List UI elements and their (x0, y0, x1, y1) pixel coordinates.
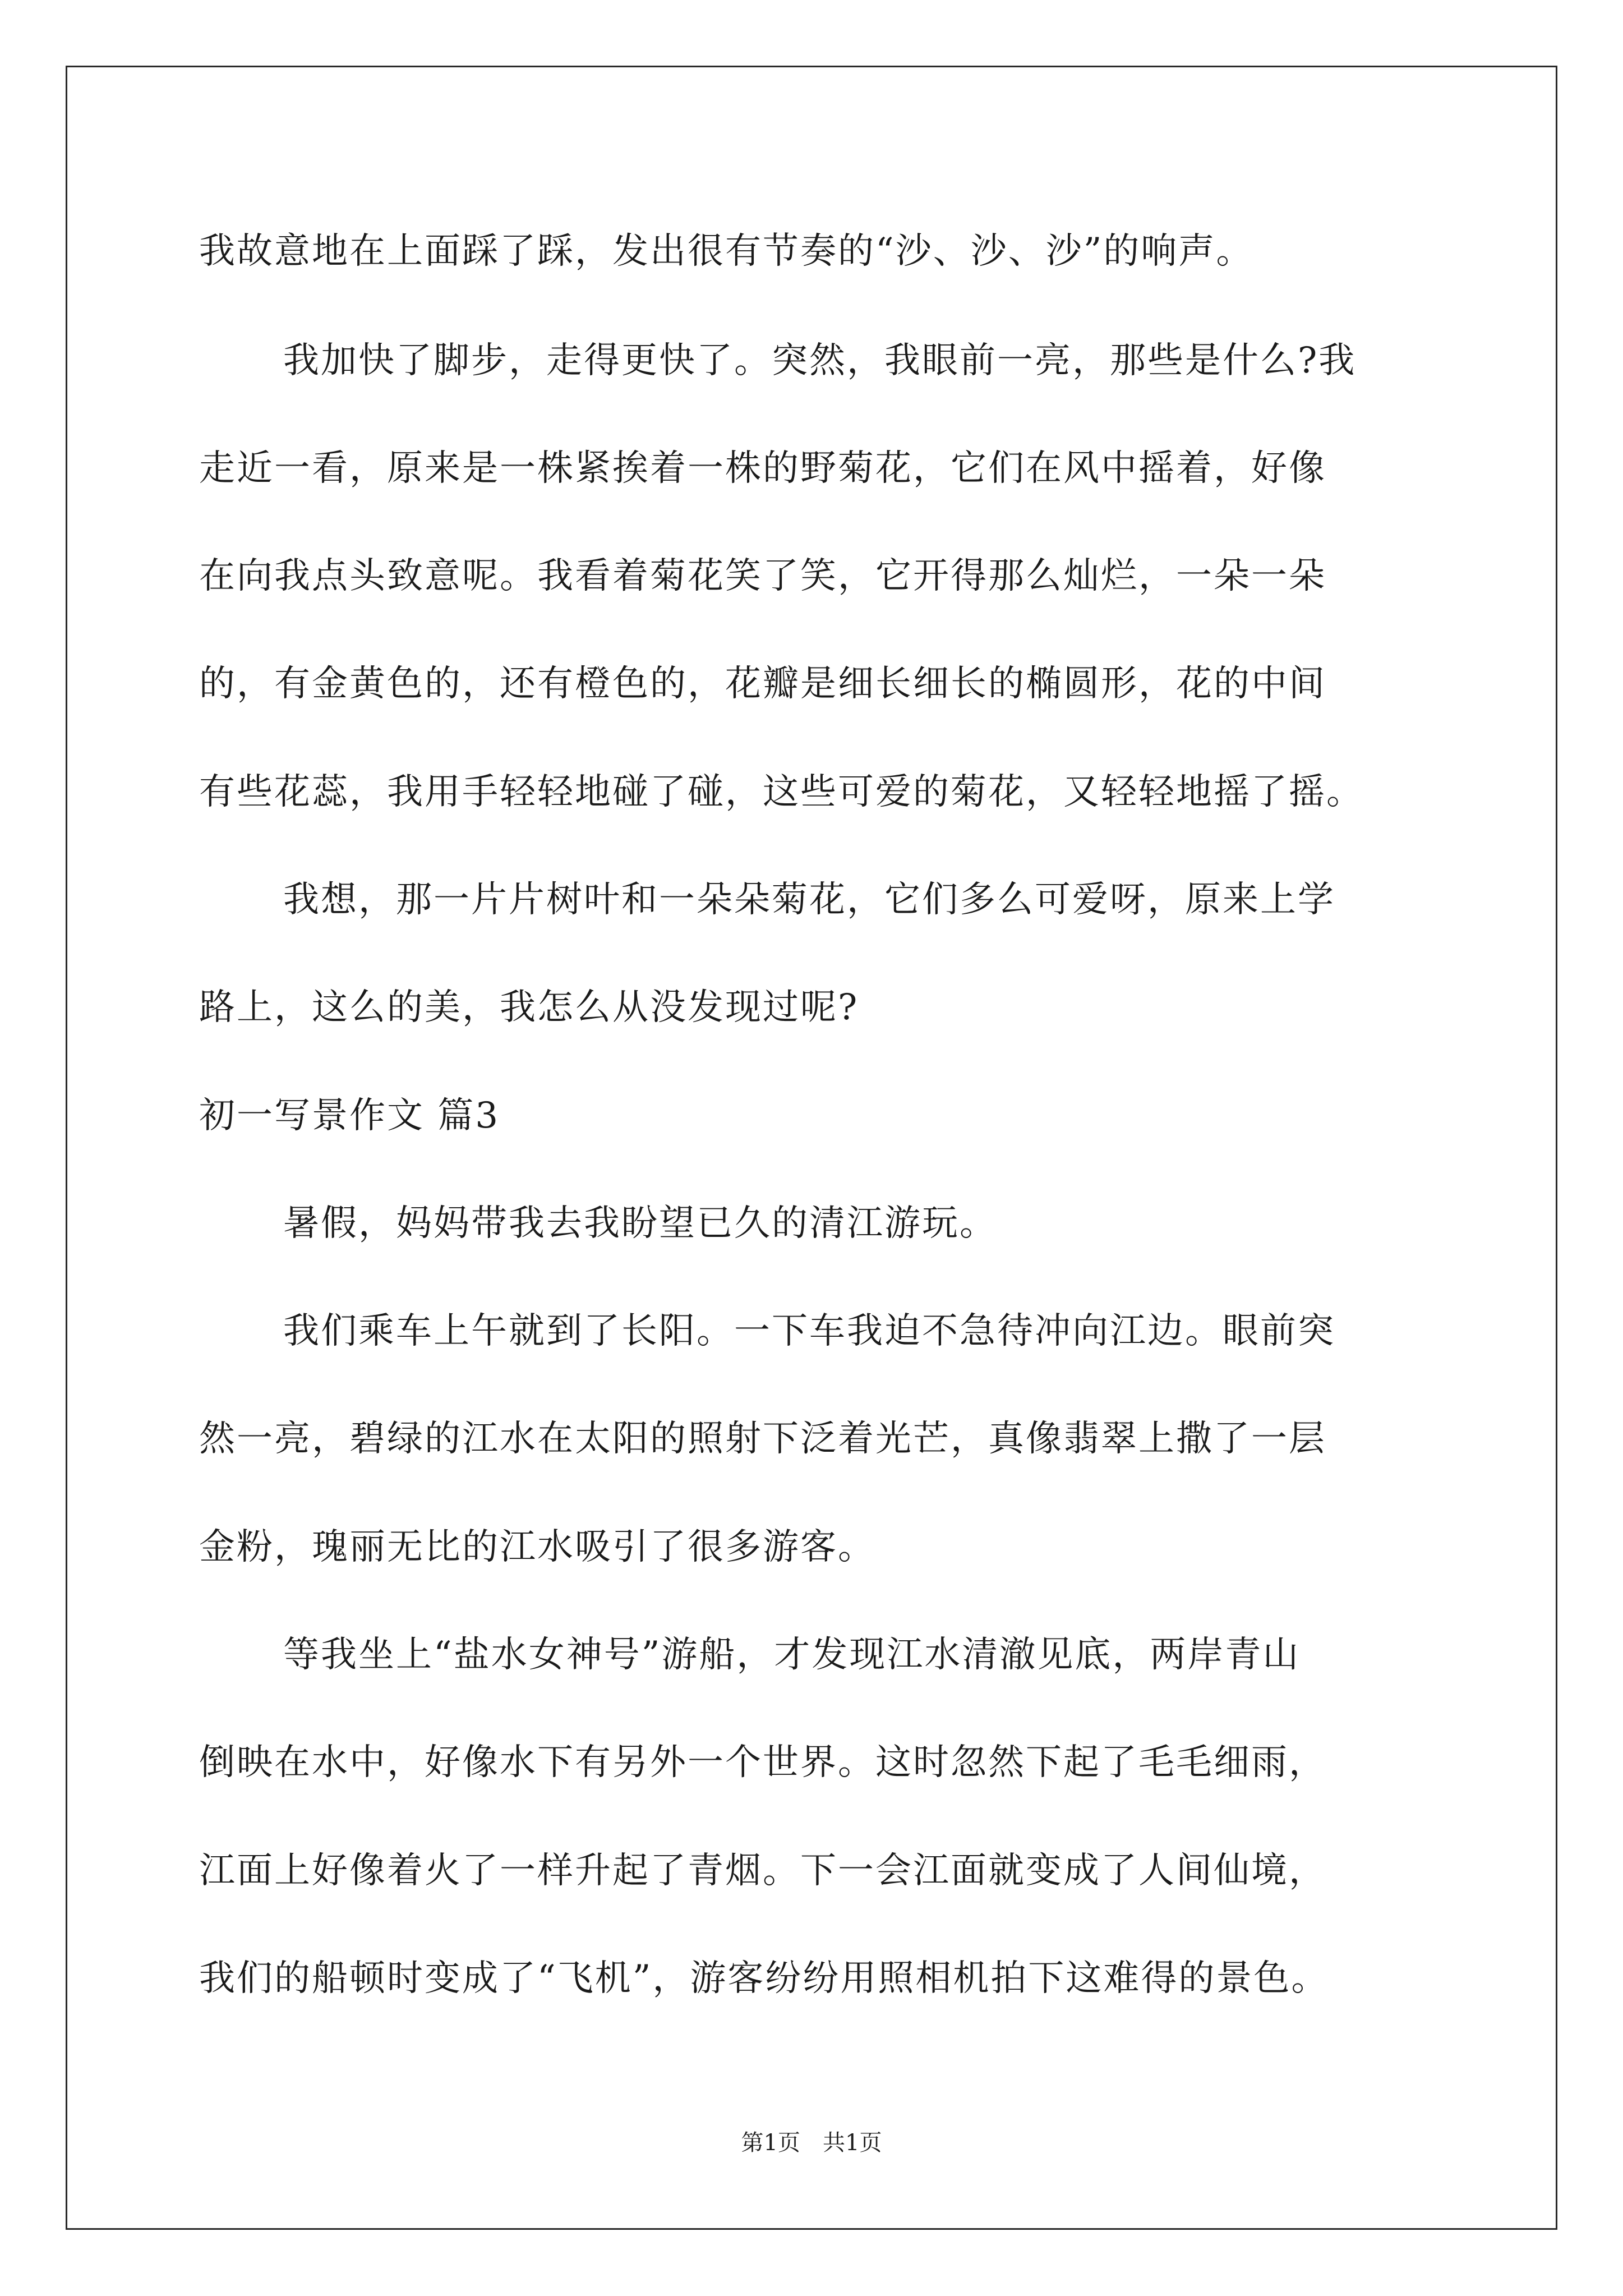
text-line: 我故意地在上面踩了踩，发出很有节奏的“沙、沙、沙”的响声。 (199, 231, 1254, 272)
text-line: 我想，那一片片树叶和一朵朵菊花，它们多么可爱呀，原来上学 (283, 879, 1335, 921)
page-border (66, 66, 1557, 2230)
text-line: 金粉，瑰丽无比的江水吸引了很多游客。 (199, 1526, 875, 1568)
text-line: 等我坐上“盐水女神号”游船，才发现江水清澈见底，两岸青山 (283, 1634, 1301, 1676)
text-line: 倒映在水中，好像水下有另外一个世界。这时忽然下起了毛毛细雨， (199, 1742, 1326, 1783)
text-line: 走近一看，原来是一株紧挨着一株的野菊花，它们在风中摇着，好像 (199, 448, 1326, 489)
text-line: 我们的船顿时变成了“飞机”，游客纷纷用照相机拍下这难得的景色。 (199, 1958, 1329, 1999)
page-current: 第1页 (741, 2130, 800, 2156)
section-heading: 初一写景作文 篇3 (199, 1095, 500, 1137)
text-line: 的，有金黄色的，还有橙色的，花瓣是细长细长的椭圆形，花的中间 (199, 663, 1326, 705)
text-line: 江面上好像着火了一样升起了青烟。下一会江面就变成了人间仙境， (199, 1850, 1326, 1892)
text-line: 我们乘车上午就到了长阳。一下车我迫不急待冲向江边。眼前突 (283, 1310, 1335, 1352)
page-total: 共1页 (823, 2130, 882, 2156)
text-line: 暑假，妈妈带我去我盼望已久的清江游玩。 (283, 1203, 997, 1244)
text-line: 有些花蕊，我用手轻轻地碰了碰，这些可爱的菊花，又轻轻地摇了摇。 (199, 771, 1364, 813)
text-line: 然一亮，碧绿的江水在太阳的照射下泛着光芒，真像翡翠上撒了一层 (199, 1418, 1326, 1460)
text-line: 路上，这么的美，我怎么从没发现过呢? (199, 987, 859, 1028)
text-line: 在向我点头致意呢。我看着菊花笑了笑，它开得那么灿烂，一朵一朵 (199, 555, 1326, 597)
text-line: 我加快了脚步，走得更快了。突然，我眼前一亮，那些是什么?我 (283, 340, 1357, 381)
page-footer (0, 2126, 1623, 2160)
